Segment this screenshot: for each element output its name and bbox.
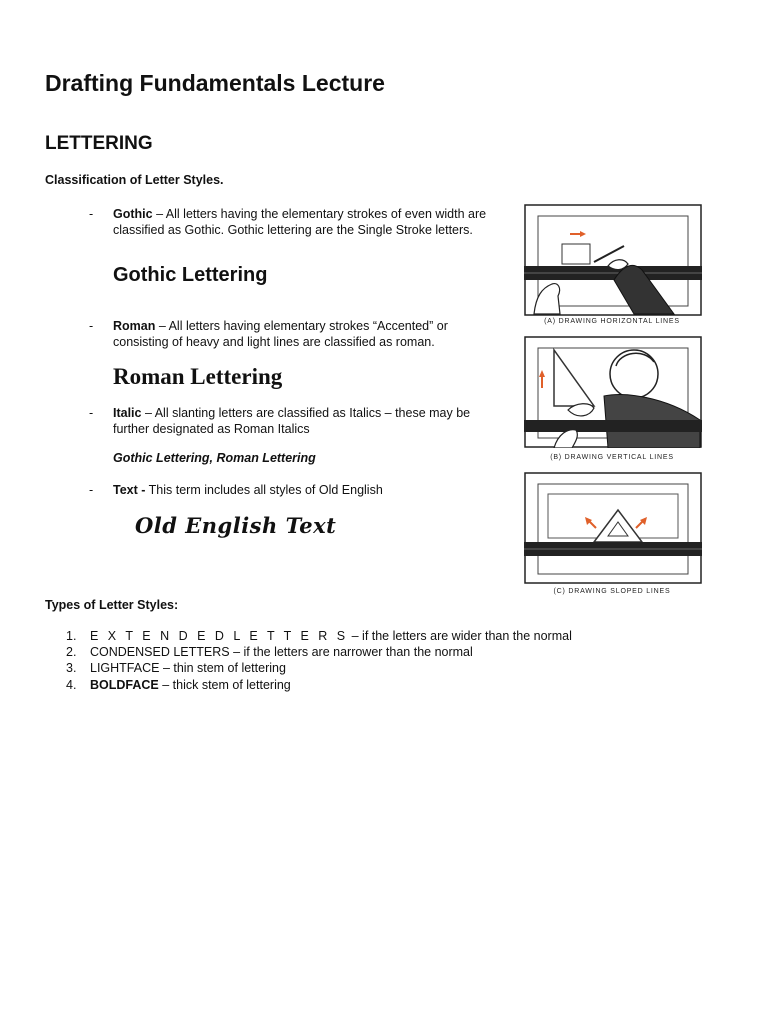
list-number: 4. [66, 677, 77, 692]
drawing-vertical-lines-illustration [524, 336, 702, 448]
list-term: CONDENSED LETTERS [90, 645, 230, 660]
gothic-example: Gothic Lettering [113, 264, 268, 286]
list-term: BOLDFACE [90, 677, 159, 692]
list-desc: – thick stem of lettering [158, 677, 291, 692]
old-english-example: Old English Text [135, 513, 337, 538]
list-item [66, 660, 572, 676]
list-desc: – if the letters are wider than the normal [348, 629, 572, 643]
text-desc: This term includes all styles of Old English [145, 483, 383, 497]
list-item [66, 628, 572, 644]
section-heading: LETTERING [45, 133, 153, 154]
bullet-dash: - [89, 483, 94, 497]
italic-example: Gothic Lettering, Roman Lettering [113, 451, 316, 465]
figure-caption-b: (B) DRAWING VERTICAL LINES [550, 454, 674, 461]
roman-example: Roman Lettering [113, 364, 283, 389]
italic-definition [113, 405, 493, 437]
gothic-term: Gothic [113, 207, 153, 221]
list-item [66, 677, 572, 693]
bullet-dash: - [89, 207, 94, 221]
list-term: E X T E N D E D L E T T E R S [90, 629, 349, 643]
roman-desc: – All letters having elementary strokes “Accented” or consisting of heavy and light lines are classified as roman. [113, 319, 448, 349]
types-heading: Types of Letter Styles: [45, 598, 179, 612]
list-number: 3. [66, 661, 77, 676]
list-number: 2. [66, 645, 77, 660]
roman-term: Roman [113, 319, 156, 333]
figure-caption-a: (A) DRAWING HORIZONTAL LINES [544, 318, 680, 325]
drawing-sloped-lines-illustration [524, 472, 702, 584]
gothic-desc: – All letters having the elementary strokes of even width are classified as Gothic. Gothic lettering are the Single Stroke letters. [113, 207, 487, 237]
gothic-definition [113, 206, 493, 238]
italic-term: Italic [113, 406, 142, 420]
bullet-dash: - [89, 319, 94, 333]
drawing-horizontal-lines-illustration [524, 204, 702, 316]
bullet-dash: - [89, 406, 94, 420]
list-desc: – thin stem of lettering [159, 661, 286, 676]
list-term: LIGHTFACE [90, 661, 160, 676]
list-number: 1. [66, 629, 77, 643]
text-definition [113, 482, 493, 498]
figure-caption-c: (C) DRAWING SLOPED LINES [553, 588, 671, 595]
types-list [66, 628, 572, 693]
document-title: Drafting Fundamentals Lecture [45, 70, 385, 96]
list-item [66, 644, 572, 660]
list-desc: – if the letters are narrower than the normal [229, 645, 473, 660]
italic-desc: – All slanting letters are classified as Italics – these may be further designated as Roman Italics [113, 406, 471, 436]
classification-heading: Classification of Letter Styles. [45, 173, 224, 187]
text-term: Text - [113, 483, 146, 497]
roman-definition [113, 318, 493, 350]
